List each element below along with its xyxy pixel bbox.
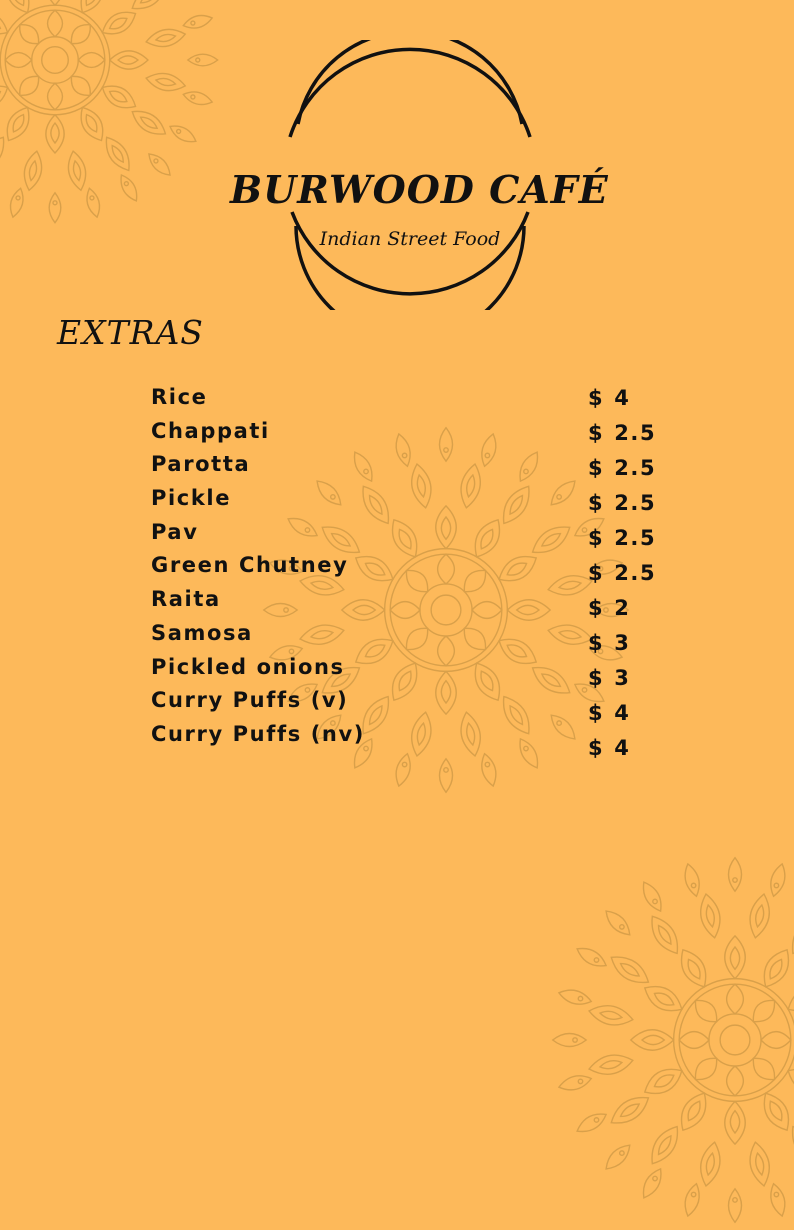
currency-symbol: $ — [588, 701, 605, 725]
menu-item-price-row — [588, 451, 656, 486]
menu-item-name: Raita — [151, 587, 221, 612]
menu-item-price-row — [588, 731, 656, 766]
cafe-name: BURWOOD CAFÉ — [230, 167, 609, 212]
currency-symbol: $ — [588, 561, 605, 585]
mandala-ornament-bottom-right — [545, 850, 794, 1230]
menu-item-name: Samosa — [151, 620, 253, 645]
menu-item-price: 2.5 — [614, 456, 657, 480]
mandala-icon — [545, 850, 794, 1230]
currency-symbol: $ — [588, 456, 605, 480]
menu-item-name: Pav — [151, 519, 199, 544]
menu-item-names — [151, 381, 365, 752]
menu-item-price: 2.5 — [614, 421, 657, 445]
menu-item-price: 3 — [614, 666, 631, 690]
menu-item-price: 4 — [614, 736, 631, 760]
menu-item-name: Green Chutney — [151, 553, 349, 578]
cafe-logo — [230, 40, 609, 310]
menu-item-name: Parotta — [151, 452, 251, 477]
currency-symbol: $ — [588, 526, 605, 550]
menu-item-name: Chappati — [151, 418, 270, 443]
menu-item-price-row — [588, 521, 656, 556]
currency-symbol: $ — [588, 666, 605, 690]
cafe-tagline: Indian Street Food — [319, 228, 501, 250]
menu-item-name: Pickled onions — [151, 654, 345, 679]
currency-symbol: $ — [588, 386, 605, 410]
menu-item-price-row — [588, 416, 656, 451]
mandala-icon — [0, 0, 225, 230]
menu-item-name: Rice — [151, 385, 208, 409]
menu-item-name: Pickle — [151, 486, 232, 511]
menu-item-price: 2.5 — [614, 491, 657, 515]
menu-item-price: 2 — [614, 596, 631, 620]
menu-item-price: 4 — [614, 701, 631, 725]
currency-symbol: $ — [588, 736, 605, 760]
menu-item-price: 2.5 — [614, 561, 657, 585]
menu-item-prices — [588, 381, 656, 766]
currency-symbol: $ — [588, 491, 605, 515]
mandala-ornament-top-left — [0, 0, 225, 230]
currency-symbol: $ — [588, 631, 605, 655]
menu-item-price: 2.5 — [614, 526, 657, 550]
menu-item-price-row — [588, 556, 656, 591]
menu-item-price-row — [588, 381, 656, 416]
menu-item-name: Curry Puffs (nv) — [151, 721, 365, 746]
menu-item-price-row — [588, 661, 656, 696]
currency-symbol: $ — [588, 421, 605, 445]
menu-item-price-row — [588, 486, 656, 521]
menu-item-price-row — [588, 591, 656, 626]
menu-item-price-row — [588, 696, 656, 731]
section-title: EXTRAS — [57, 313, 204, 352]
menu-item-name: Curry Puffs (v) — [151, 688, 349, 713]
menu-item-price-row — [588, 626, 656, 661]
menu-item-price: 4 — [614, 386, 631, 410]
currency-symbol: $ — [588, 596, 605, 620]
menu-item-price: 3 — [614, 631, 631, 655]
